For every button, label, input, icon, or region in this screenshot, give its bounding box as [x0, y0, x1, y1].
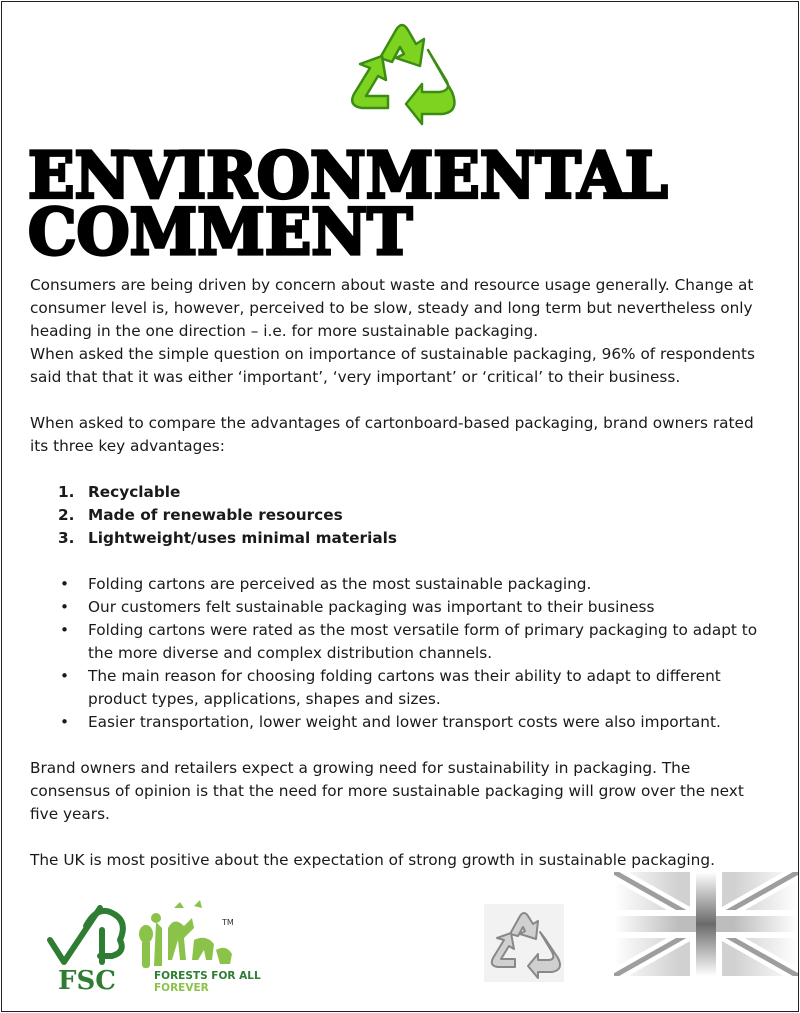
recycle-grey-icon [484, 904, 564, 982]
intro-paragraph-1: Consumers are being driven by concern about waste and resource usage generally. Change at consumer level is, however, perceived to be slow, steady and long term but nevertheless only heading in the one direction – i.e. for more sustainable packaging. [30, 276, 754, 340]
ffa-label-line-1: FORESTS FOR ALL [154, 970, 261, 982]
page-title [28, 138, 788, 270]
advantage-text: Made of renewable resources [88, 506, 343, 524]
findings-list [30, 573, 770, 734]
advantage-number: 2. [58, 506, 75, 524]
recycle-icon [340, 14, 464, 134]
advantages-list [30, 481, 770, 550]
fsc-tree-icon [42, 900, 132, 970]
intro-paragraph-2: When asked the simple question on importance of sustainable packaging, 96% of respondents said that that it was either ‘important’, ‘very important’ or ‘critical’ to their business. [30, 345, 755, 386]
advantage-number: 1. [58, 483, 75, 501]
finding-item: • The main reason for choosing folding cartons was their ability to adapt to different product types, applications, shapes and sizes. [88, 665, 770, 711]
finding-item: • Our customers felt sustainable packaging was important to their business [88, 596, 770, 619]
trademark-mark: TM [222, 918, 234, 927]
intro-paragraph-3: When asked to compare the advantages of cartonboard-based packaging, brand owners rated its three key advantages: [30, 414, 754, 455]
finding-item: • Easier transportation, lower weight and lower transport costs were also important. [88, 711, 770, 734]
finding-item: • Folding cartons are perceived as the most sustainable packaging. [88, 573, 770, 596]
page [1, 1, 799, 1012]
advantage-text: Lightweight/uses minimal materials [88, 529, 397, 547]
fsc-label: FSC [58, 966, 116, 996]
forests-for-all-icon [134, 898, 244, 970]
closing-paragraph-2: The UK is most positive about the expectation of strong growth in sustainable packaging. [30, 851, 715, 869]
ffa-label-line-2: FOREVER [154, 982, 209, 994]
advantage-item [58, 527, 770, 550]
forests-for-all-logo [134, 898, 261, 998]
fsc-logo [42, 900, 132, 1000]
finding-item: • Folding cartons were rated as the most versatile form of primary packaging to adapt to the more diverse and complex distribution channels. [88, 619, 770, 665]
union-jack-icon [614, 872, 798, 976]
title-line-1: ENVIRONMENTAL [28, 138, 668, 214]
advantage-text: Recyclable [88, 483, 181, 501]
advantage-number: 3. [58, 529, 75, 547]
title-line-2: COMMENT [28, 195, 413, 270]
article-body [30, 274, 770, 872]
advantage-item [58, 481, 770, 504]
closing-paragraph-1: Brand owners and retailers expect a growing need for sustainability in packaging. The consensus of opinion is that the need for more sustainable packaging will grow over the next five years. [30, 759, 744, 823]
advantage-item [58, 504, 770, 527]
